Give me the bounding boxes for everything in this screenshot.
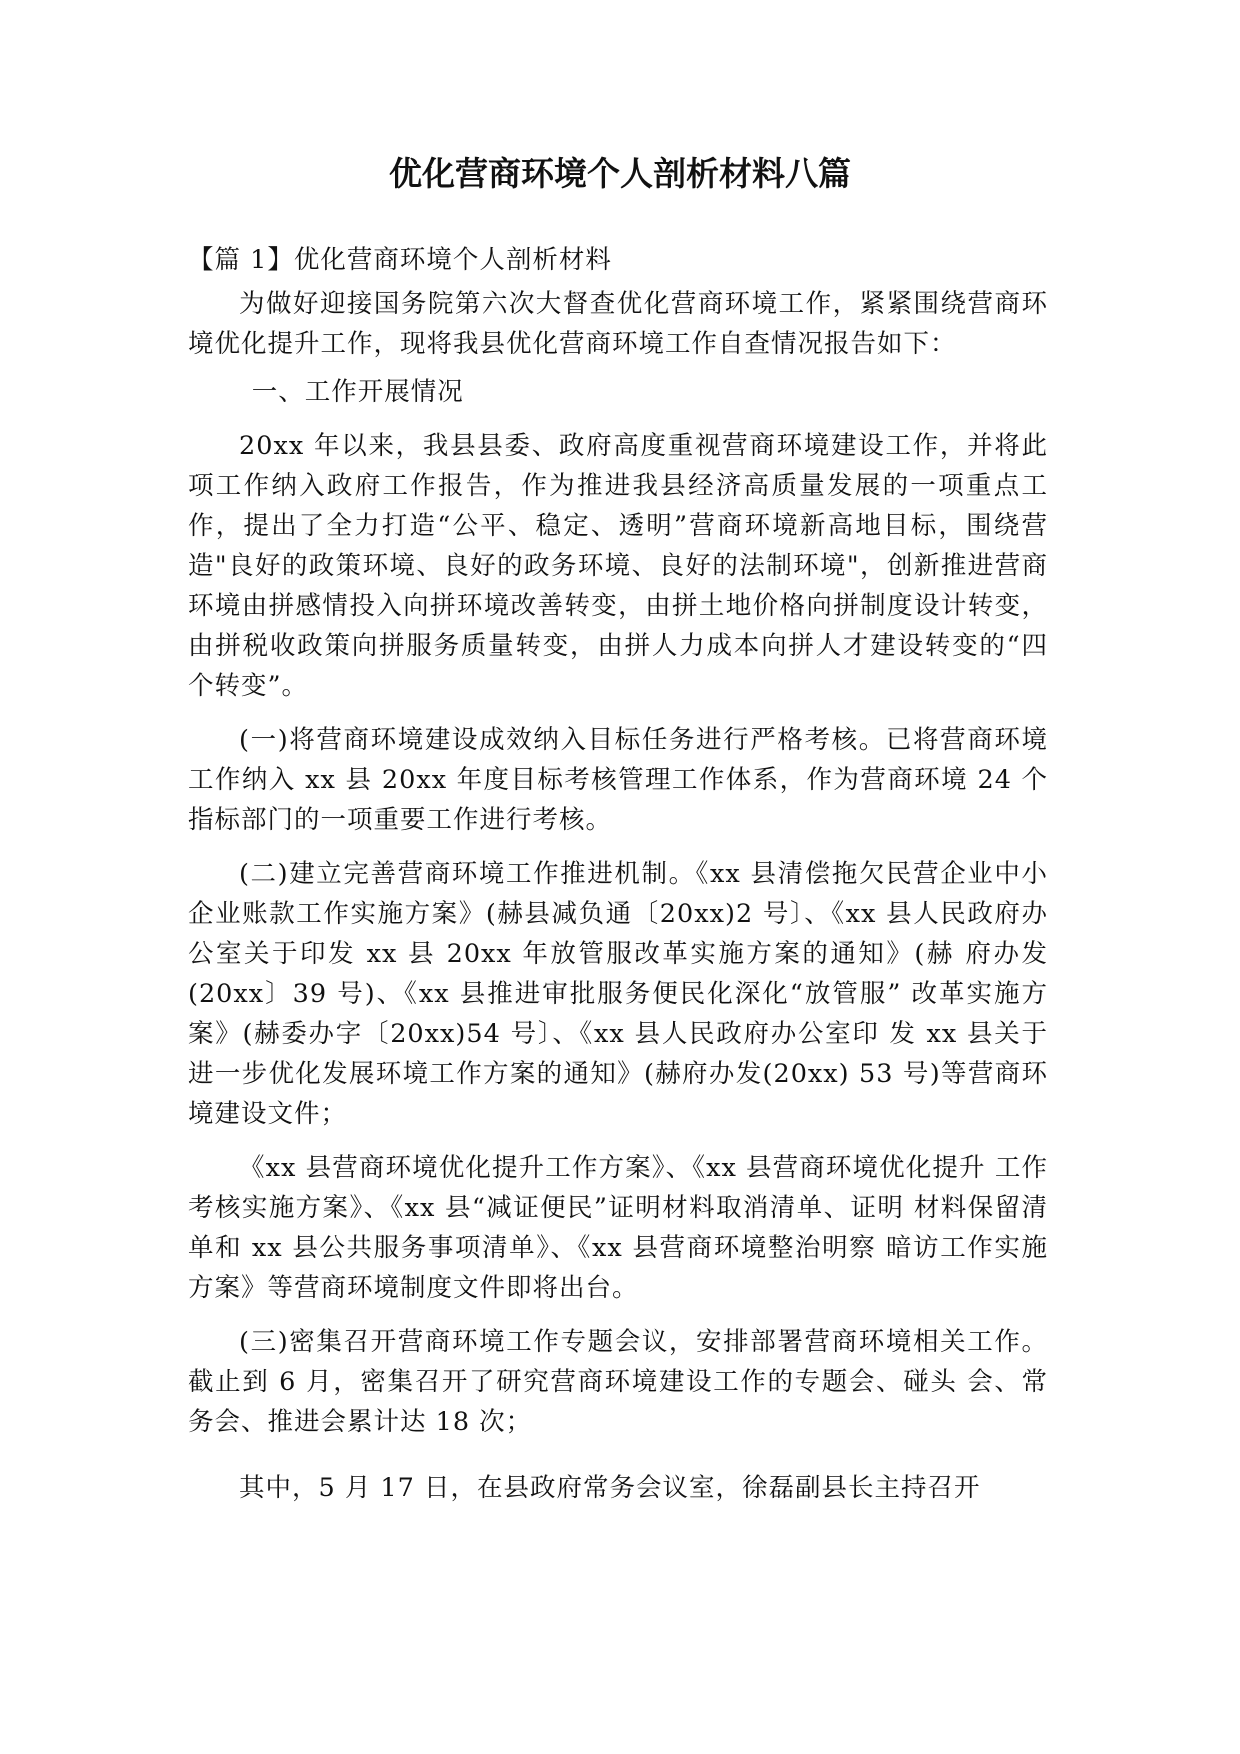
- paragraph-item-2-continued: 《xx 县营商环境优化提升工作方案》、《xx 县营商环境优化提升 工作考核实施方案》、《xx 县“减证便民”证明材料取消清单、证明 材料保留清单和 xx 县公共服务事项清单》、《xx 县营商环境整治明察 暗访工作实施方案》等营商环境制度文件即将出台。: [188, 1153, 1048, 1303]
- document-body: [188, 240, 1048, 1508]
- paragraph-overview: 20xx 年以来，我县县委、政府高度重视营商环境建设工作，并将此项工作纳入政府工作报告，作为推进我县经济高质量发展的一项重点工作，提出了全力打造“公平、稳定、透明”营商环境新高地目标，围绕营造"良好的政策环境、良好的政务环境、良好的法制环境"，创新推进营商环境由拼感情投入向拼环境改善转变，由拼土地价格向拼制度设计转变，由拼税收政策向拼服务质量转变，由拼人力成本向拼人才建设转变的“四个转变”。: [188, 431, 1048, 701]
- paragraph-item-3: (三)密集召开营商环境工作专题会议，安排部署营商环境相关工作。截止到 6 月，密集召开了研究营商环境建设工作的专题会、碰头 会、常务会、推进会累计达 18 次；: [188, 1327, 1048, 1437]
- intro-paragraph: 为做好迎接国务院第六次大督查优化营商环境工作，紧紧围绕营商环境优化提升工作，现将我县优化营商环境工作自查情况报告如下：: [188, 289, 1048, 359]
- heading-work-progress: 一、工作开展情况: [251, 377, 464, 407]
- paragraph-item-2: (二)建立完善营商环境工作推进机制。《xx 县清偿拖欠民营企业中小企业账款工作实施方案》(赫县减负通〔20xx)2 号〕、《xx 县人民政府办公室关于印发 xx 县 20xx 年放管服改革实施方案的通知》(赫 府办发(20xx〕39 号)、《xx 县推进审批服务便民化深化“放管服” 改革实施方案》(赫委办字〔20xx)54 号〕、《xx 县人民政府办公室印 发 xx 县关于进一步优化发展环境工作方案的通知》(赫府办发(20xx) 53 号)等营商环境建设文件；: [188, 859, 1048, 1129]
- section-heading-part-1: 【篇 1】优化营商环境个人剖析材料: [188, 245, 612, 275]
- document-title: 优化营商环境个人剖析材料八篇: [389, 154, 851, 193]
- paragraph-item-1: (一)将营商环境建设成效纳入目标任务进行严格考核。已将营商环境工作纳入 xx 县 20xx 年度目标考核管理工作体系，作为营商环境 24 个指标部门的一项重要工作进行考核。: [188, 725, 1048, 835]
- paragraph-meeting: 其中，5 月 17 日，在县政府常务会议室，徐磊副县长主持召开: [239, 1473, 981, 1503]
